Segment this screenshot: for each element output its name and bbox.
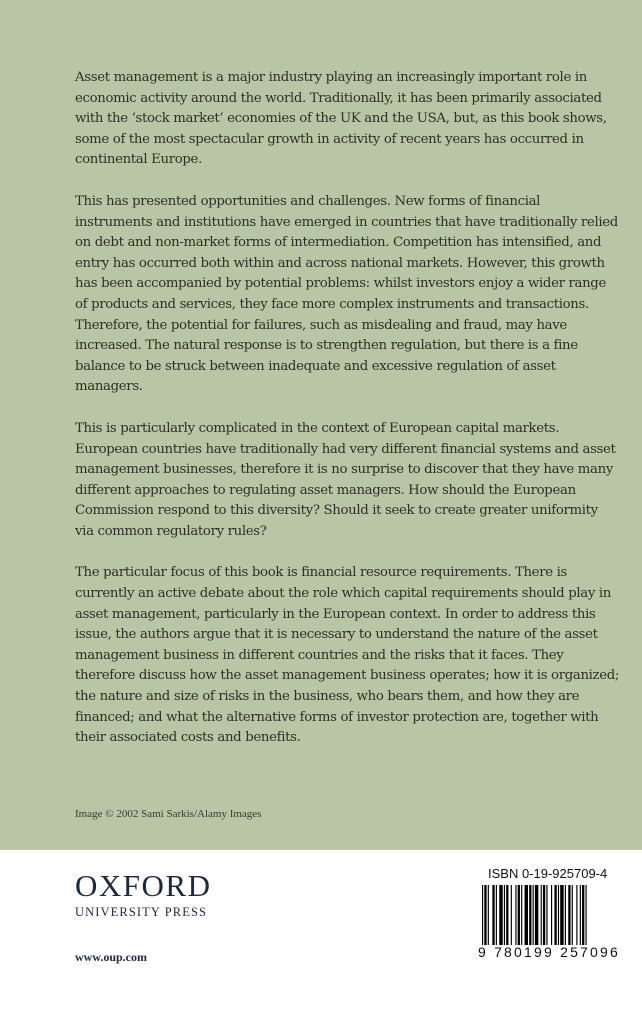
barcode bbox=[482, 885, 632, 945]
barcode-bar bbox=[492, 885, 494, 945]
barcode-bar bbox=[525, 885, 528, 945]
publisher-logo bbox=[75, 870, 211, 920]
barcode-bar bbox=[518, 885, 520, 945]
blurb-paragraph-2: This has presented opportunities and challenges. New forms of financial instruments and institutions have emerged in countries that have traditionally relied on debt and non-market forms of intermediation. Competition has intensified, and entry has occurred both within and across national markets. However, this growth has been accompanied by potential problems: whilst investors enjoy a wider range of products and services, they face more complex instruments and transactions. Therefore, the potential for failures, such as misdealing and fraud, may have increased. The natural response is to strengthen regulation, but there is a fine balance to be struck between inadequate and excessive regulation of asset managers. bbox=[75, 193, 618, 395]
blurb-paragraph-4: The particular focus of this book is financial resource requirements. There is currently an active debate about the role which capital requirements should play in asset management, particularly in the European context. In order to address this issue, the authors argue that it is necessary to understand the nature of the asset management business in different countries and the risks that it faces. They therefore discuss how the asset management business operates; how it is organized; the nature and size of risks in the business, who bears them, and how they are financed; and what the alternative forms of investor protection are, together with their associated costs and benefits. bbox=[75, 565, 620, 746]
barcode-bar bbox=[560, 885, 563, 945]
barcode-bar bbox=[488, 885, 489, 945]
barcode-bar bbox=[504, 885, 505, 945]
isbn-label: ISBN 0-19-925709-4 bbox=[488, 866, 608, 881]
barcode-bar bbox=[499, 885, 502, 945]
barcode-bar bbox=[546, 885, 547, 945]
barcode-bar bbox=[576, 885, 577, 945]
barcode-bar bbox=[541, 885, 542, 945]
barcode-bar bbox=[554, 885, 556, 945]
barcode-bar bbox=[572, 885, 573, 945]
publisher-name: OXFORD bbox=[75, 868, 212, 903]
barcode-bar bbox=[558, 885, 559, 945]
blurb-paragraph-1: Asset management is a major industry playing an increasingly important role in economic activity around the world. Traditionally, it has been primarily associated with the ‘stock market’ economies of the UK and the USA, but, as this book shows, some of the most spectacular growth in activity of recent years has occurred in continental Europe. bbox=[75, 70, 607, 168]
barcode-bar bbox=[511, 885, 512, 945]
barcode-bar bbox=[515, 885, 516, 945]
barcode-bar bbox=[535, 885, 538, 945]
barcode-bar bbox=[551, 885, 552, 945]
barcode-bar bbox=[496, 885, 497, 945]
barcode-bar bbox=[529, 885, 531, 945]
barcode-bar bbox=[484, 885, 486, 945]
barcode-bar bbox=[582, 885, 584, 945]
blurb-paragraph-3: This is particularly complicated in the context of European capital markets. European countries have traditionally had very different financial systems and asset management businesses, therefore it is no surprise to discover that they have many different approaches to regulating asset managers. How should the European Commission respond to this diversity? Should it seek to create greater uniformity via common regulatory rules? bbox=[75, 420, 616, 539]
barcode-bar bbox=[521, 885, 522, 945]
publisher-url[interactable]: www.oup.com bbox=[75, 950, 148, 964]
barcode-bar bbox=[543, 885, 545, 945]
barcode-bar bbox=[586, 885, 587, 945]
barcode-bar bbox=[580, 885, 581, 945]
barcode-bar bbox=[482, 885, 483, 945]
barcode-digits: 9 780199 257096 bbox=[478, 944, 620, 960]
barcode-bar bbox=[506, 885, 508, 945]
image-credit: Image © 2002 Sami Sarkis/Alamy Images bbox=[75, 808, 262, 820]
barcode-bar bbox=[533, 885, 534, 945]
barcode-bar bbox=[568, 885, 570, 945]
barcode-bar bbox=[565, 885, 566, 945]
publisher-subtitle: UNIVERSITY PRESS bbox=[75, 905, 208, 919]
back-cover-blurb bbox=[75, 68, 620, 770]
